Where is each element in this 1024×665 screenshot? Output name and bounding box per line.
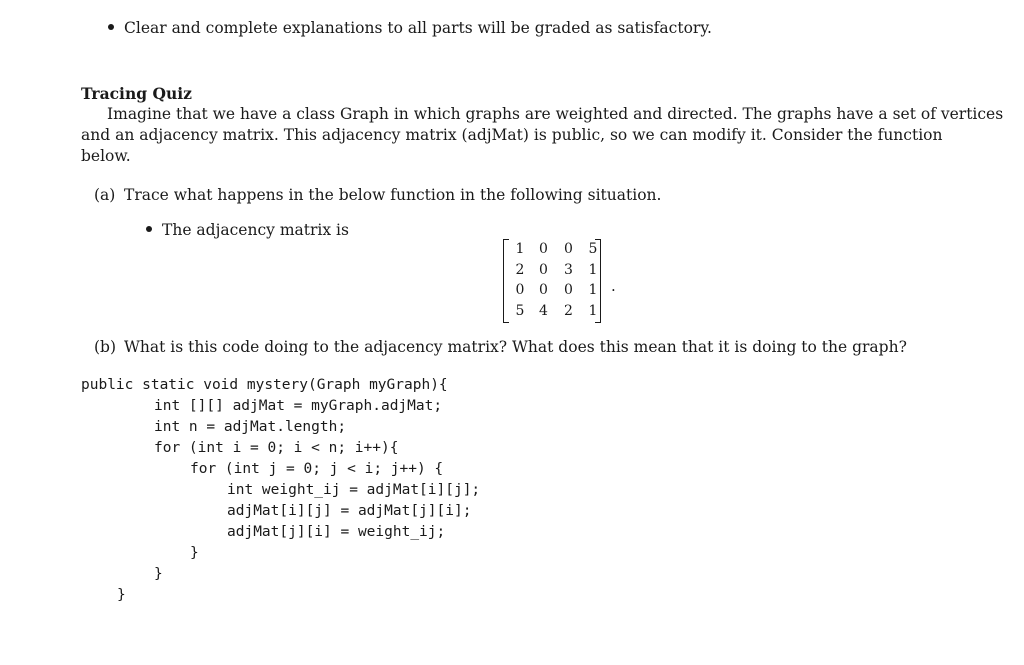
matrix-right-bracket <box>595 239 601 323</box>
code-line-3: int n = adjMat.length; <box>154 419 347 435</box>
code-line-4: for (int i = 0; i < n; i++){ <box>154 440 399 456</box>
matrix-period: . <box>611 277 616 295</box>
part-b-text: What is this code doing to the adjacency matrix? What does this mean that it is doing to the graph? <box>124 338 907 356</box>
part-a-bullet <box>146 220 349 241</box>
code-line-6: int weight_ij = adjMat[i][j]; <box>227 482 481 498</box>
paragraph-line-1: Imagine that we have a class Graph in which graphs are weighted and directed. The graphs have a set of vertices <box>107 105 1004 123</box>
matrix-cell: 1 <box>588 302 598 319</box>
code-line-10: } <box>154 566 163 582</box>
matrix-cell: 0 <box>564 241 573 257</box>
paragraph-line-2: and an adjacency matrix. This adjacency matrix (adjMat) is public, so we can modify it. Consider the function <box>81 126 943 144</box>
intro-bullet <box>108 18 712 39</box>
matrix-cell: 0 <box>515 282 525 298</box>
matrix-cell: 1 <box>588 261 598 278</box>
matrix-cell: 0 <box>539 282 548 298</box>
bullet-dot <box>146 226 152 232</box>
code-line-11: } <box>117 587 126 603</box>
matrix-cell: 1 <box>515 241 525 257</box>
matrix-cell: 2 <box>515 261 525 278</box>
code-line-2: int [][] adjMat = myGraph.adjMat; <box>154 398 443 414</box>
matrix-cell: 5 <box>515 302 525 319</box>
code-line-8: adjMat[j][i] = weight_ij; <box>227 524 446 540</box>
matrix-cell: 5 <box>588 241 598 257</box>
matrix-cell: 4 <box>539 302 548 319</box>
paragraph-line-3: below. <box>81 147 131 165</box>
part-b-label: (b) <box>94 338 117 356</box>
part-a-label: (a) <box>94 186 116 204</box>
matrix-cell: 0 <box>564 282 573 298</box>
code-line-7: adjMat[i][j] = adjMat[j][i]; <box>227 503 472 519</box>
bullet-dot <box>108 24 114 30</box>
matrix-cell: 0 <box>539 241 548 257</box>
matrix-cell: 0 <box>539 261 548 278</box>
part-a-bullet-text: The adjacency matrix is <box>162 221 349 239</box>
code-line-9: } <box>190 545 199 561</box>
code-line-1: public static void mystery(Graph myGraph){ <box>81 377 448 393</box>
matrix-cell: 1 <box>588 282 598 298</box>
intro-bullet-text: Clear and complete explanations to all parts will be graded as satisfactory. <box>124 19 712 37</box>
adjacency-matrix <box>503 239 601 323</box>
matrix-grid <box>509 239 605 321</box>
matrix-cell: 2 <box>564 302 573 319</box>
code-line-5: for (int j = 0; j < i; j++) { <box>190 461 444 477</box>
section-title: Tracing Quiz <box>81 84 192 103</box>
matrix-cell: 3 <box>564 261 573 278</box>
part-a-text: Trace what happens in the below function in the following situation. <box>124 186 662 204</box>
